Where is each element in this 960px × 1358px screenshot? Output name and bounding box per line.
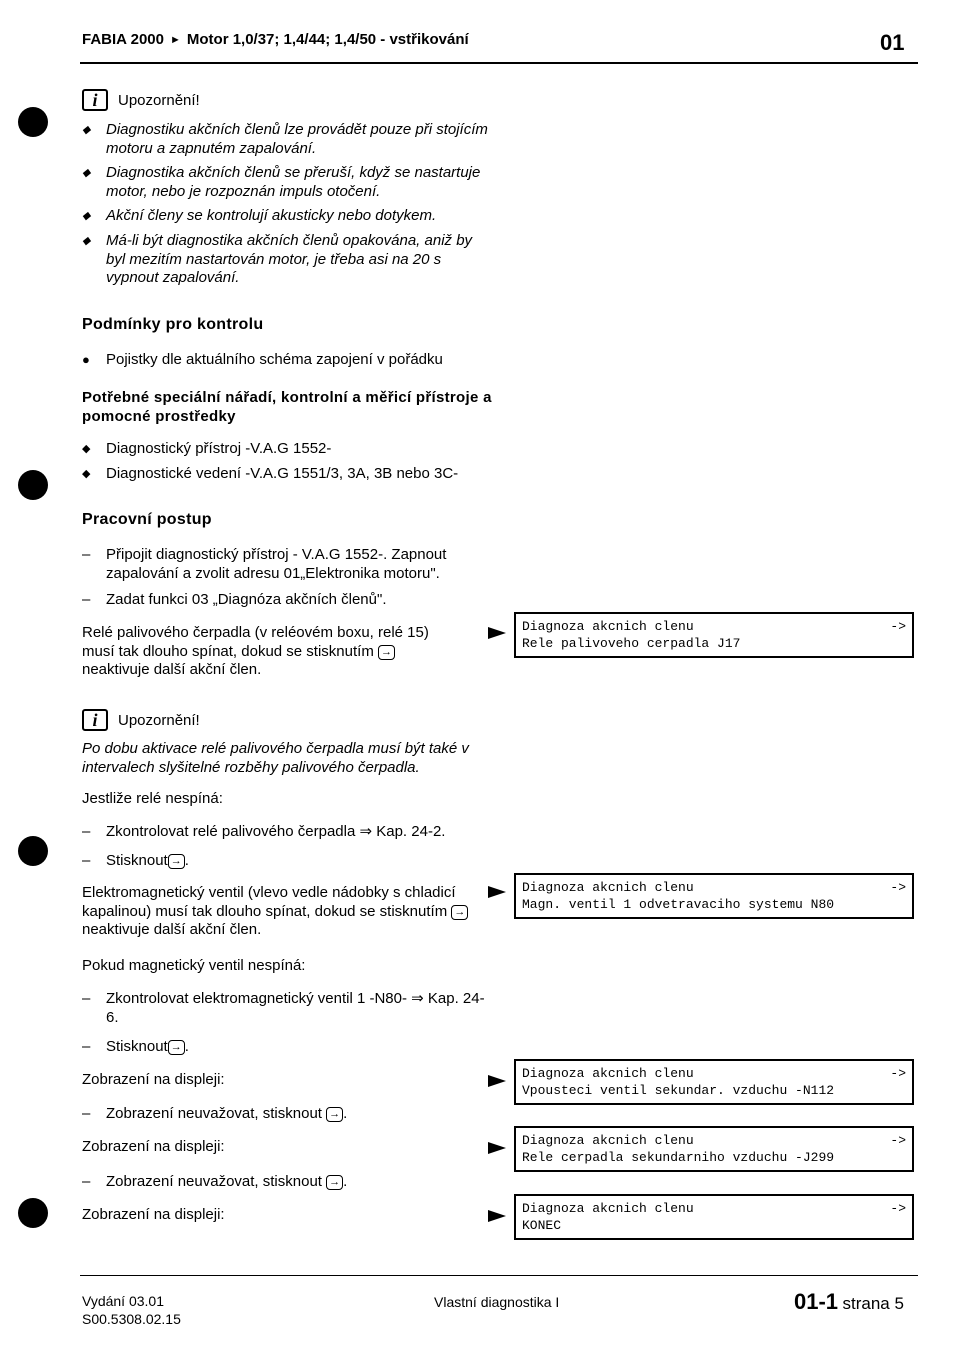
implies-arrow-icon: ⇒ — [411, 990, 424, 1007]
arrow-key-icon: → — [326, 1175, 343, 1190]
paragraph: Zobrazení na displeji: — [82, 1138, 225, 1155]
diamond-bullet-icon: ◆ — [82, 167, 91, 179]
punch-hole — [18, 1198, 48, 1228]
arrow-key-icon: → — [168, 854, 185, 869]
note-heading — [82, 89, 200, 111]
diamond-bullet-icon: ◆ — [82, 210, 91, 222]
header-engine: Motor 1,0/37; 1,4/44; 1,4/50 - vstřikování — [186, 31, 469, 48]
header-arrow-icon: ► — [169, 34, 181, 46]
footer-code: S00.5308.02.15 — [82, 1311, 181, 1327]
pointer-triangle-icon — [488, 886, 506, 898]
footer-divider — [80, 1275, 918, 1276]
list-item: – Připojit diagnostický přístroj - V.A.G 1552-. Zapnout zapalování a zvolit adresu 01„Elektronika motoru". — [82, 546, 447, 582]
list-item: ◆ Diagnostiku akčních členů lze provádět pouze při stojícím motoru a zapnutém zapalování. — [82, 121, 488, 157]
pointer-triangle-icon — [488, 627, 506, 639]
note-text: Po dobu aktivace relé palivového čerpadla musí být také v intervalech slyšitelné rozběhy palivového čerpadla. — [82, 740, 469, 776]
list-item: ◆ Akční členy se kontrolují akusticky nebo dotykem. — [82, 207, 437, 224]
display-box: Diagnoza akcnich clenu -> KONEC — [514, 1194, 914, 1240]
list-item: ◆ Má-li být diagnostika akčních členů opakována, aniž by byl mezitím nastartován motor, je třeba asi na 20 s vypnout zapalování. — [82, 232, 473, 286]
page-header — [82, 31, 469, 48]
diamond-bullet-icon: ◆ — [82, 235, 91, 247]
list-item: ◆ Diagnostický přístroj -V.A.G 1552- — [82, 440, 332, 457]
footer-page-label: strana 5 — [842, 1294, 904, 1313]
section-title: Potřebné speciální nářadí, kontrolní a měřicí přístroje a pomocné prostředky — [82, 389, 492, 425]
section-title: Pracovní postup — [82, 511, 212, 528]
footer-edition: Vydání 03.01 — [82, 1293, 164, 1309]
punch-hole — [18, 836, 48, 866]
list-item: – Zkontrolovat elektromagnetický ventil 1 -N80- ⇒ Kap. 24-6. — [82, 990, 485, 1026]
footer-page — [794, 1289, 904, 1315]
footer-title: Vlastní diagnostika I — [434, 1294, 560, 1310]
footer-page-number: 01-1 — [794, 1289, 839, 1314]
header-model: FABIA 2000 — [82, 31, 164, 48]
list-item: ◆ Diagnostika akčních členů se přeruší, když se nastartuje motor, nebo je rozpoznán impuls otočení. — [82, 164, 481, 200]
display-box: Diagnoza akcnich clenu -> Vpousteci ventil sekundar. vzduchu -N112 — [514, 1059, 914, 1105]
diamond-bullet-icon: ◆ — [82, 468, 91, 480]
display-box: Diagnoza akcnich clenu -> Rele palivoveho cerpadla J17 — [514, 612, 914, 658]
paragraph: Pokud magnetický ventil nespíná: — [82, 957, 306, 974]
list-item: – Stisknout → . — [82, 1038, 189, 1055]
note-title: Upozornění! — [118, 91, 200, 109]
display-box: Diagnoza akcnich clenu -> Magn. ventil 1 odvetravaciho systemu N80 — [514, 873, 914, 919]
punch-hole — [18, 107, 48, 137]
implies-arrow-icon: ⇒ — [359, 823, 373, 840]
footer-edition-block — [82, 1292, 181, 1328]
bullet-icon: ● — [82, 352, 90, 367]
display-box: Diagnoza akcnich clenu -> Rele cerpadla sekundarniho vzduchu -J299 — [514, 1126, 914, 1172]
header-section-number: 01 — [880, 30, 905, 55]
info-icon: i — [82, 89, 108, 111]
list-item: ◆ Diagnostické vedení -V.A.G 1551/3, 3A, 3B nebo 3C- — [82, 465, 459, 482]
note-title: Upozornění! — [118, 711, 200, 729]
list-item: ● Pojistky dle aktuálního schéma zapojení v pořádku — [82, 351, 443, 368]
list-item: – Zobrazení neuvažovat, stisknout → . — [82, 1173, 348, 1190]
info-icon: i — [82, 709, 108, 731]
section-title: Podmínky pro kontrolu — [82, 316, 264, 333]
diamond-bullet-icon: ◆ — [82, 124, 91, 136]
arrow-key-icon: → — [451, 905, 468, 920]
paragraph: Relé palivového čerpadla (v reléovém boxu, relé 15) musí tak dlouho spínat, dokud se stisknutím → neaktivuje další akční člen. — [82, 624, 429, 678]
list-item: – Zkontrolovat relé palivového čerpadla ⇒ Kap. 24-2. — [82, 823, 446, 840]
punch-hole — [18, 470, 48, 500]
diamond-bullet-icon: ◆ — [82, 443, 91, 455]
list-item: – Zobrazení neuvažovat, stisknout → . — [82, 1105, 348, 1122]
note-heading — [82, 709, 200, 731]
list-item: – Zadat funkci 03 „Diagnóza akčních členů". — [82, 591, 387, 608]
header-divider — [80, 62, 918, 64]
arrow-key-icon: → — [326, 1107, 343, 1122]
paragraph: Zobrazení na displeji: — [82, 1206, 225, 1223]
paragraph: Zobrazení na displeji: — [82, 1071, 225, 1088]
arrow-key-icon: → — [168, 1040, 185, 1055]
arrow-key-icon: → — [378, 645, 395, 660]
pointer-triangle-icon — [488, 1142, 506, 1154]
list-item: – Stisknout → . — [82, 852, 189, 869]
paragraph: Elektromagnetický ventil (vlevo vedle nádobky s chladicí kapalinou) musí tak dlouho spínat, dokud se stisknutím → neaktivuje další akční člen. — [82, 884, 484, 940]
pointer-triangle-icon — [488, 1210, 506, 1222]
pointer-triangle-icon — [488, 1075, 506, 1087]
paragraph: Jestliže relé nespíná: — [82, 790, 223, 807]
